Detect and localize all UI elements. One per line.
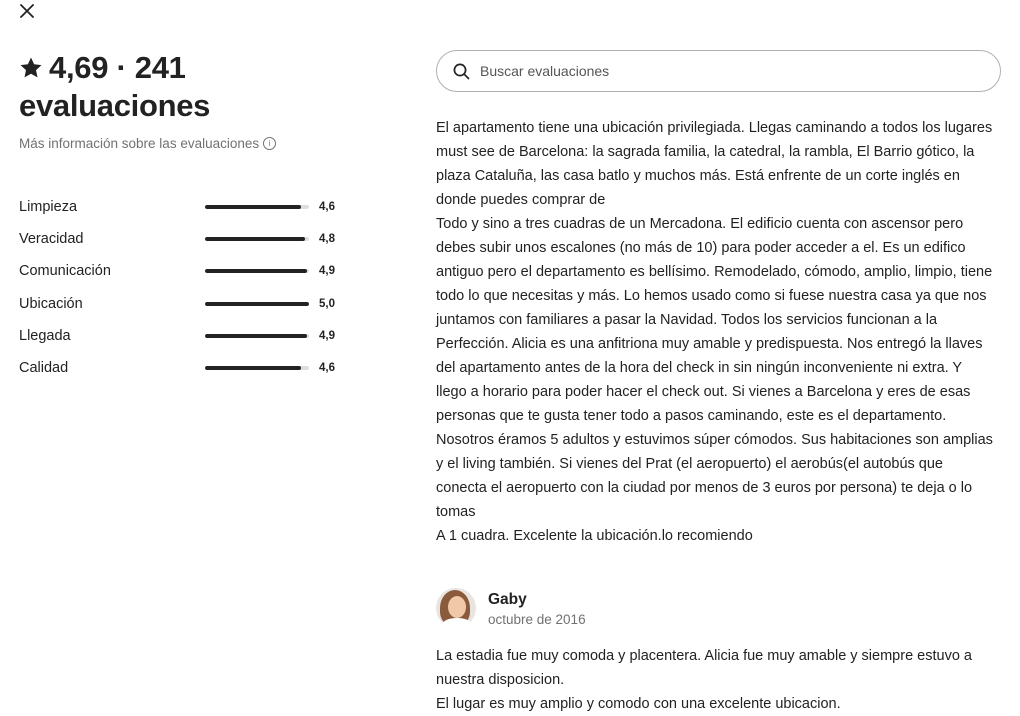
category-row-limpieza (19, 191, 349, 223)
rating-label: evaluaciones (19, 88, 211, 123)
category-value: 4,8 (319, 233, 335, 246)
category-label: Calidad (19, 360, 69, 377)
reviewer-name: Gaby (488, 590, 527, 608)
category-row-ubicacion (19, 288, 349, 320)
search-icon (453, 63, 470, 80)
more-info-text: Más información sobre las evaluaciones (19, 136, 260, 151)
category-bar (205, 205, 309, 209)
category-row-calidad (19, 352, 349, 384)
review-paragraph: A 1 cuadra. Excelente la ubicación.lo recomiendo (436, 528, 753, 544)
category-row-llegada (19, 320, 349, 352)
rating-heading (19, 50, 349, 124)
category-value: 4,9 (319, 329, 335, 342)
search-reviews-box[interactable] (436, 50, 1001, 92)
category-bar (205, 334, 309, 338)
category-bar (205, 269, 309, 273)
reviewer-avatar[interactable] (436, 588, 476, 628)
category-row-comunicacion (19, 255, 349, 287)
info-icon: i (263, 137, 276, 150)
category-bar-fill (205, 366, 301, 370)
category-bar-fill (205, 205, 301, 209)
category-value: 4,9 (319, 265, 335, 278)
category-label: Veracidad (19, 231, 84, 248)
category-value: 4,6 (319, 201, 335, 214)
category-bar (205, 237, 309, 241)
search-input[interactable] (478, 62, 1000, 80)
review-text (436, 644, 996, 716)
review-paragraph: Todo y sino a tres cuadras de un Mercadona. El edificio cuenta con ascensor pero debes subir unos escalones (no más de 10) para poder acceder a el. Es un edifico antiguo pero el departamento es bellísimo. Remodelado, cómodo, amplio, limpio, tiene todo lo que necesitas y más. Lo hemos usado como si fuese nuestra casa ya que nos juntamos con familiares a pasar la Navidad. Todos los servicios funcionan a la (436, 216, 993, 328)
review-paragraph: Perfección. Alicia es una anfitriona muy amable y predispuesta. Nos entregó la llaves del apartamento antes de la hora del check in sin ningún inconveniente ni extra. Y llego a horario para poder hacer el check out. Si vienes a Barcelona y eres de esas personas que te gusta tener todo a pasos caminando, este es el departamento. Nosotros éramos 5 adultos y estuvimos súper cómodos. Sus habitaciones son amplias y el living también. Si vienes del Prat (el aeropuerto) el aerobús(el autobús que conecta el aeropuerto con la ciudad por menos de 3 euros por persona) te deja o lo tomas (436, 336, 993, 520)
star-icon (19, 52, 43, 88)
category-label: Limpieza (19, 199, 78, 216)
category-label: Ubicación (19, 295, 83, 312)
review-paragraph: El lugar es muy amplio y comodo con una excelente ubicacion. (436, 696, 841, 712)
category-bar-fill (205, 302, 309, 306)
category-bar-fill (205, 237, 305, 241)
close-icon (20, 4, 34, 18)
review-item (436, 588, 996, 716)
review-item (436, 116, 996, 548)
category-value: 4,6 (319, 362, 335, 375)
review-paragraph: La estadia fue muy comoda y placentera. Alicia fue muy amable y siempre estuvo a nuestra disposicion. (436, 648, 972, 688)
review-paragraph: El apartamento tiene una ubicación privilegiada. Llegas caminando a todos los lugares must see de Barcelona: la sagrada familia, la catedral, la rambla, El Barrio gótico, la plaza Cataluña, las casa batlo y muchos más. Está enfrente de un corte inglés en donde puedes comprar de (436, 120, 993, 208)
rating-score: 4,69 · 241 (49, 50, 186, 85)
category-bar (205, 302, 309, 306)
category-bar-fill (205, 269, 307, 273)
category-bar (205, 366, 309, 370)
category-value: 5,0 (319, 297, 335, 310)
review-date: octubre de 2016 (488, 611, 586, 627)
close-button[interactable] (14, 0, 40, 22)
category-row-veracidad (19, 223, 349, 255)
category-bar-fill (205, 334, 307, 338)
category-ratings (19, 191, 349, 384)
category-label: Comunicación (19, 263, 111, 280)
reviewer-header (436, 588, 996, 628)
ratings-summary (19, 50, 349, 384)
more-info-link[interactable] (19, 136, 349, 151)
reviews-list (436, 116, 996, 716)
review-text (436, 116, 996, 548)
category-label: Llegada (19, 327, 71, 344)
